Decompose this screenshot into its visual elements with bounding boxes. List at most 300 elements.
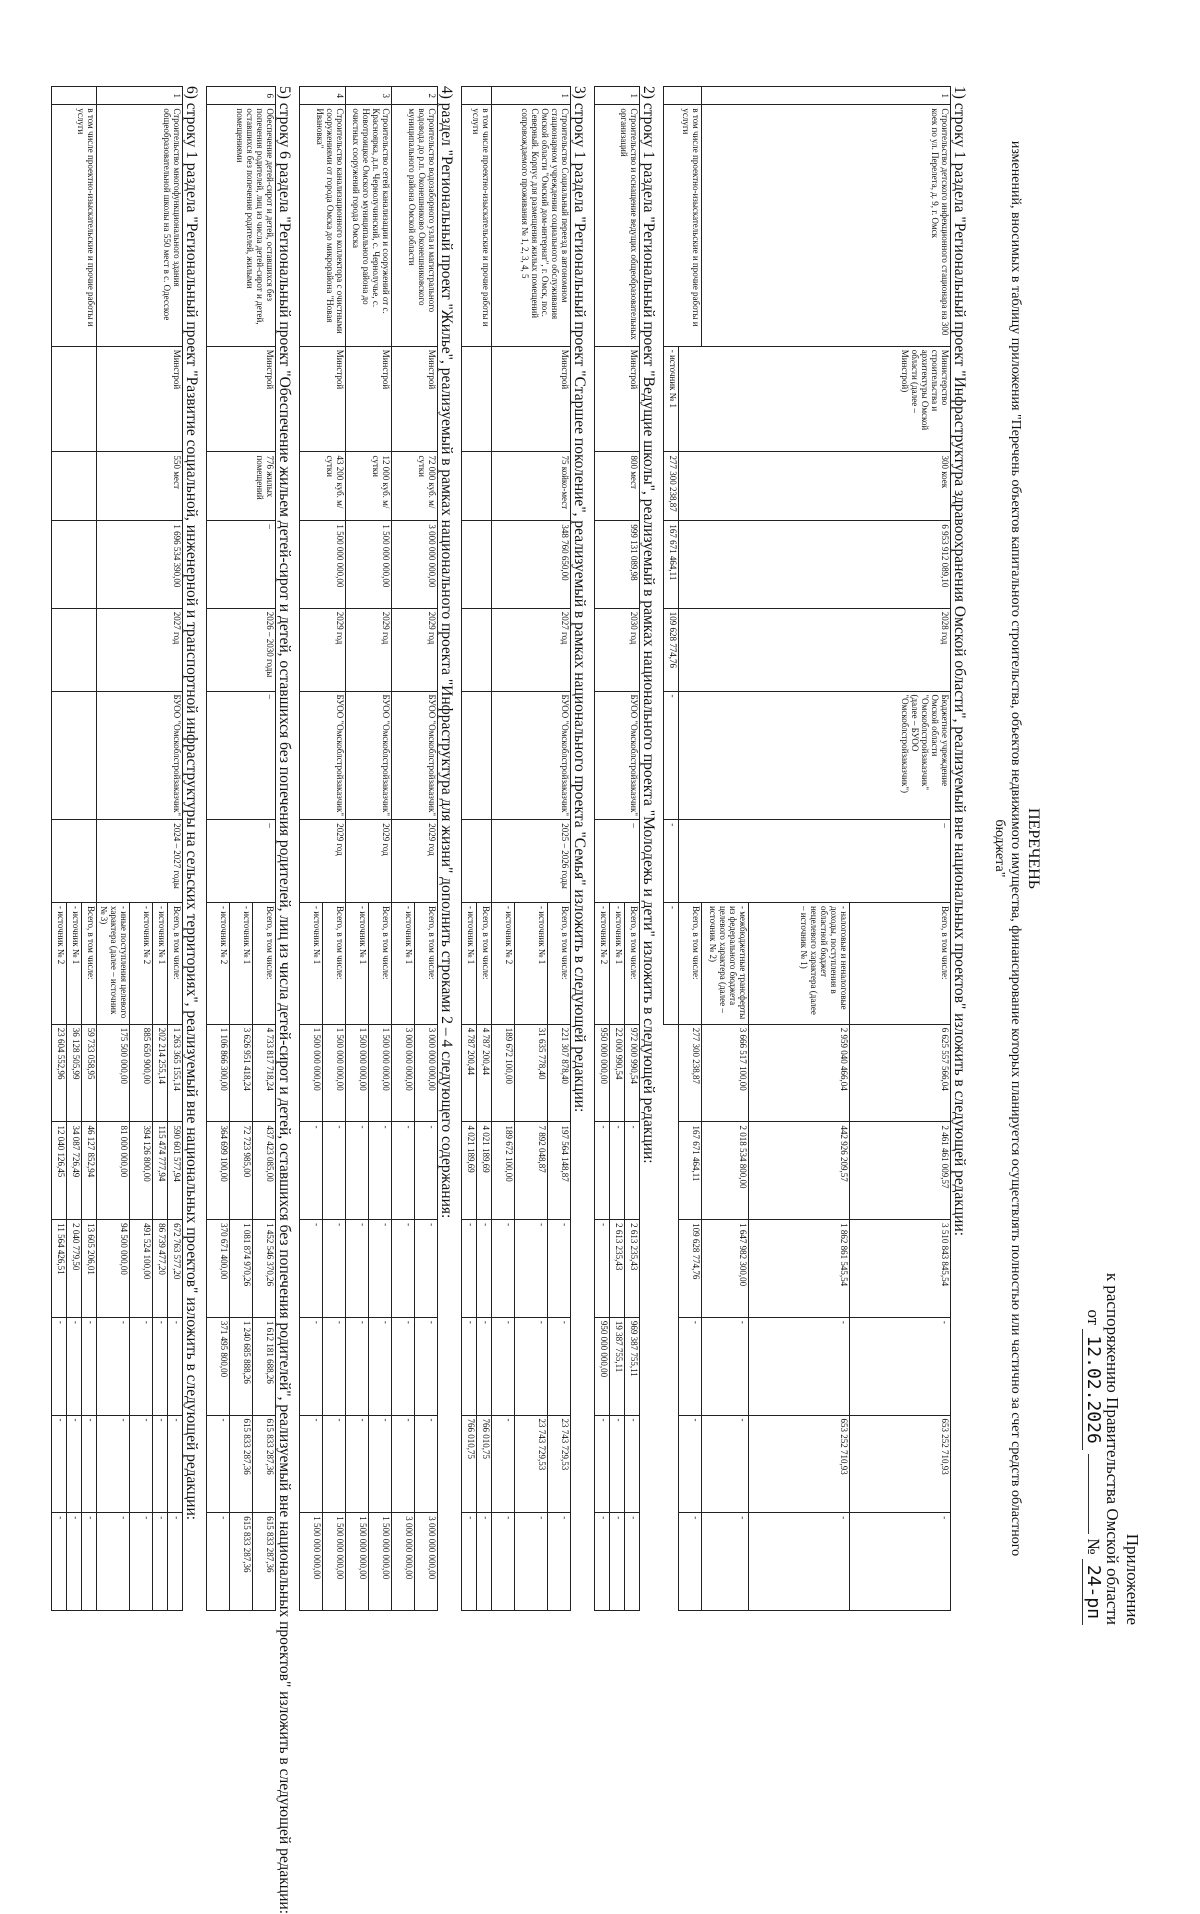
amount-2029-cell: -	[81, 1415, 96, 1513]
amount-2027-cell: 94 500 000,00	[96, 1220, 129, 1318]
amount-2030-cell: 615 833 287,36	[252, 1513, 275, 1611]
table-row	[167, 87, 182, 1611]
amount-2026-cell: 115 474 777,94	[152, 1122, 167, 1220]
capacity-cell: 800 мест	[594, 452, 639, 521]
capacity-cell: 550 мест	[96, 452, 182, 521]
amount-2026-cell: -	[345, 1122, 368, 1220]
table-row	[368, 87, 391, 1611]
estimated-cost-cell: 348 760 650,00	[491, 521, 570, 608]
completion-year-cell: 2027 год	[491, 608, 570, 691]
amount-2026-cell: 197 564 148,87	[547, 1122, 570, 1220]
table-row	[547, 87, 570, 1611]
amount-2028-cell: -	[66, 1317, 81, 1415]
amount-total-cell: 175 500 000,00	[96, 1024, 129, 1122]
estimated-cost-cell: –	[206, 521, 275, 608]
amount-2027-cell: 1 862 861 545,54	[748, 1220, 849, 1318]
table-row	[849, 87, 950, 1611]
document-subtitle: изменений, вносимых в таблицу приложения "Перечень объектов капитального строительства, объектов недвижимого имущества, финансирование которых планируется осуществлять полностью или частично за счет средств областного бюджета"	[991, 140, 1024, 1557]
amount-2029-cell: -	[96, 1415, 129, 1513]
completion-year-cell	[51, 608, 96, 691]
amount-2026-cell: 81 000 000,00	[96, 1122, 129, 1220]
funding-source-cell: - источник № 1	[514, 902, 547, 1024]
changes-table	[594, 86, 640, 1611]
completion-year-cell	[461, 608, 491, 691]
section-heading: 4) раздел "Региональный проект "Жилье", реализуемый в рамках национального проекта "Инфраструктура для жизни" дополнить строками 2 – 4 следующего содержания:	[437, 86, 455, 1219]
amount-total-cell: 1 106 866 300,00	[206, 1024, 229, 1122]
amount-2029-cell: -	[624, 1415, 639, 1513]
capacity-cell: 300 коек	[678, 452, 950, 521]
amount-2028-cell: -	[678, 1317, 701, 1415]
amount-2026-cell: 4 021 189,69	[476, 1122, 491, 1220]
date-blank-line	[1088, 1454, 1089, 1534]
amount-2030-cell: -	[624, 1513, 639, 1611]
object-name-cell: в том числе проектно-изыскательские и прочие работы и услуги	[51, 105, 96, 346]
amount-2026-cell: 167 671 464,11	[678, 1122, 701, 1220]
row-number-cell: 4	[299, 87, 345, 105]
amount-2026-cell: 442 926 209,57	[748, 1122, 849, 1220]
completion-year-cell: 2028 год	[678, 608, 950, 691]
amount-total-cell: 972 000 990,54	[624, 1024, 639, 1122]
amount-2028-cell: -	[701, 1317, 748, 1415]
funding-source-cell: - источник № 1	[299, 902, 322, 1024]
amount-2027-cell: 1 452 546 370,26	[252, 1220, 275, 1318]
amount-2028-cell: -	[167, 1317, 182, 1415]
amount-2027-cell: 1 081 874 970,26	[229, 1220, 252, 1318]
amount-2026-cell: 189 672 100,00	[491, 1122, 514, 1220]
amount-2030-cell: -	[547, 1513, 570, 1611]
customer-cell: Бюджетное учреждение Омской области "Омскоблстройзаказчик" (далее – БУОО "Омскоблстройзаказчик")	[678, 691, 950, 820]
capacity-cell	[461, 452, 491, 521]
amount-2029-cell: -	[206, 1415, 229, 1513]
amount-2029-cell: -	[66, 1415, 81, 1513]
amount-2027-cell: -	[547, 1220, 570, 1318]
amount-2030-cell: 3 000 000 000,00	[391, 1513, 414, 1611]
amount-2027-cell: -	[299, 1220, 322, 1318]
row-number-cell	[51, 87, 96, 105]
amount-2027-cell: 370 671 400,00	[206, 1220, 229, 1318]
amount-2029-cell: 23 743 729,53	[547, 1415, 570, 1513]
amount-2030-cell: -	[594, 1513, 609, 1611]
object-name-cell: Строительство и оснащение ведущих общеобразовательных организаций	[594, 105, 639, 346]
completion-year-cell: 2030 год	[594, 608, 639, 691]
amount-total-cell: 221 307 878,40	[547, 1024, 570, 1122]
table-row	[252, 87, 275, 1611]
customer-cell: БУОО "Омскоблстройзаказчик"	[594, 691, 639, 820]
estimated-cost-cell	[461, 521, 491, 608]
design-period-cell: 2029 год	[391, 820, 437, 903]
amount-2029-cell: -	[663, 820, 678, 903]
amount-total-cell: 277 300 238,87	[663, 452, 678, 521]
amount-2028-cell: -	[414, 1317, 437, 1415]
row-number-cell	[663, 87, 701, 105]
order-date: 12.02.2026	[1082, 1329, 1104, 1449]
estimated-cost-cell: 6 953 912 089,10	[678, 521, 950, 608]
funding-source-cell: - источник № 2	[206, 902, 229, 1024]
date-number-line	[1082, 1145, 1103, 1625]
amount-2029-cell: -	[678, 1415, 701, 1513]
amount-2029-cell: -	[414, 1415, 437, 1513]
amount-2029-cell: 653 252 710,93	[748, 1415, 849, 1513]
funding-source-cell: - иные поступления целевого характера (далее – источник № 3)	[96, 902, 129, 1024]
order-reference: к распоряжению Правительства Омской области	[1103, 1272, 1123, 1625]
amount-2029-cell: 766 010,75	[461, 1415, 476, 1513]
row-number-cell: 2	[391, 87, 437, 105]
object-name-cell: Строительство водозаборного узла и магистрального водовода до р.п. Оконешниково Оконешниковского муниципального района Омской области	[391, 105, 437, 346]
amount-2027-cell: -	[491, 1220, 514, 1318]
amount-total-cell: 3 666 517 100,00	[701, 1024, 748, 1122]
funding-source-cell: Всего, в том числе:	[368, 902, 391, 1024]
responsible-body-cell: Минстрой	[491, 346, 570, 452]
completion-year-cell: 2027 год	[96, 608, 182, 691]
object-name-cell: Строительство многофункционального здания общеобразовательной школы на 550 мест в с. Одесское	[96, 105, 182, 346]
amount-2030-cell: 3 000 000 000,00	[414, 1513, 437, 1611]
amount-2026-cell: 7 892 048,87	[514, 1122, 547, 1220]
amount-total-cell: 3 000 000 000,00	[391, 1024, 414, 1122]
table-row	[81, 87, 96, 1611]
amount-2026-cell: 364 699 100,00	[206, 1122, 229, 1220]
section-heading: 1) строку 1 раздела "Региональный проект "Инфраструктура здравоохранения Омской области", реализуемый вне национальных проектов" изложить в следующей редакции:	[951, 86, 968, 1236]
amount-2028-cell: 1 612 181 688,26	[252, 1317, 275, 1415]
amount-2026-cell: 167 671 464,11	[663, 521, 678, 608]
amount-2026-cell: 34 087 726,49	[66, 1122, 81, 1220]
amount-2026-cell: 2 018 534 800,00	[701, 1122, 748, 1220]
amount-2029-cell: -	[594, 1415, 609, 1513]
funding-source-cell: - межбюджетные трансферты из федерального бюджета целевого характера (далее – источник № 2)	[701, 902, 748, 1024]
amount-2030-cell: -	[206, 1513, 229, 1611]
funding-source-cell: - источник № 2	[129, 902, 152, 1024]
funding-source-cell: - источник № 2	[491, 902, 514, 1024]
funding-source-cell: - налоговые и неналоговые доходы, поступления в областной бюджет нецелевого характера (далее – источник № 1)	[748, 902, 849, 1024]
section-heading: 6) строку 1 раздела "Региональный проект "Развитие социальной, инженерной и транспортной инфраструктуры на сельских территориях", реализуемый вне национальных проектов" изложить в следующей редакции:	[182, 86, 200, 1521]
amount-2028-cell: -	[476, 1317, 491, 1415]
completion-year-cell: 2029 год	[299, 608, 345, 691]
estimated-cost-cell: 1 500 000 000,00	[299, 521, 345, 608]
changes-table	[663, 86, 951, 1611]
amount-2028-cell: -	[299, 1317, 322, 1415]
responsible-body-cell: Министерство строительства и архитектуры Омской области (далее – Минстрой)	[678, 346, 950, 452]
amount-2026-cell: -	[368, 1122, 391, 1220]
amount-2028-cell: 19 387 755,11	[609, 1317, 624, 1415]
amount-2027-cell: -	[322, 1220, 345, 1318]
amount-2027-cell: 491 524 100,00	[129, 1220, 152, 1318]
amount-total-cell: 3 626 951 418,24	[229, 1024, 252, 1122]
funding-source-cell: Всего, в том числе:	[81, 902, 96, 1024]
amount-2027-cell: 1 647 982 300,00	[701, 1220, 748, 1318]
estimated-cost-cell: 3 000 000 000,00	[391, 521, 437, 608]
amount-2030-cell: -	[51, 1513, 66, 1611]
funding-source-cell: - источник № 2	[594, 902, 609, 1024]
amount-2030-cell: -	[476, 1513, 491, 1611]
capacity-cell	[51, 452, 96, 521]
funding-source-cell: - источник № 1	[152, 902, 167, 1024]
amount-2028-cell: 950 000 000,00	[594, 1317, 609, 1415]
changes-content	[45, 86, 968, 1914]
amount-2027-cell: 2 613 235,43	[609, 1220, 624, 1318]
amount-2030-cell: -	[748, 1513, 849, 1611]
amount-2027-cell: -	[476, 1220, 491, 1318]
amount-total-cell: 4 787 200,44	[461, 1024, 476, 1122]
object-name-cell: Обеспечение детей-сирот и детей, оставшихся без попечения родителей, лиц из числа детей-сирот и детей, оставшихся без попечения родителей, жилыми помещениями	[206, 105, 275, 346]
table-row	[476, 87, 491, 1611]
customer-cell: БУОО "Омскоблстройзаказчик"	[391, 691, 437, 820]
estimated-cost-cell	[51, 521, 96, 608]
amount-2029-cell: -	[609, 1415, 624, 1513]
funding-source-cell: - источник № 1	[66, 902, 81, 1024]
responsible-body-cell: Минстрой	[206, 346, 275, 452]
row-number-cell: 3	[345, 87, 391, 105]
funding-source-cell: Всего, в том числе:	[322, 902, 345, 1024]
amount-2030-cell: 615 833 287,36	[229, 1513, 252, 1611]
amount-2027-cell: 2 613 235,43	[624, 1220, 639, 1318]
amount-2028-cell: -	[461, 1317, 476, 1415]
customer-cell: БУОО "Омскоблстройзаказчик"	[491, 691, 570, 820]
responsible-body-cell: Минстрой	[299, 346, 345, 452]
amount-2028-cell: -	[51, 1317, 66, 1415]
capacity-cell: 72 000 куб. м/сутки	[391, 452, 437, 521]
responsible-body-cell	[461, 346, 491, 452]
amount-2030-cell: 1 500 000 000,00	[345, 1513, 368, 1611]
amount-total-cell: 1 500 000 000,00	[299, 1024, 322, 1122]
design-period-cell: –	[206, 820, 275, 903]
amount-2030-cell: -	[167, 1513, 182, 1611]
amount-2028-cell: -	[368, 1317, 391, 1415]
amount-2026-cell: 437 423 085,00	[252, 1122, 275, 1220]
amount-2026-cell: -	[299, 1122, 322, 1220]
amount-2029-cell: 615 833 287,36	[252, 1415, 275, 1513]
amount-2029-cell: -	[322, 1415, 345, 1513]
amount-2028-cell: -	[345, 1317, 368, 1415]
appendix-label: Приложение	[1123, 1533, 1142, 1625]
amount-2029-cell: 766 010,75	[476, 1415, 491, 1513]
design-period-cell: 2024 – 2027 годы	[96, 820, 182, 903]
amount-2027-cell: -	[514, 1220, 547, 1318]
customer-cell	[51, 691, 96, 820]
row-number-cell: 1	[96, 87, 182, 105]
amount-2030-cell: -	[514, 1513, 547, 1611]
table-row	[414, 87, 437, 1611]
amount-2028-cell: -	[81, 1317, 96, 1415]
appendix-header	[1082, 1145, 1142, 1625]
responsible-body-cell: Минстрой	[391, 346, 437, 452]
design-period-cell	[461, 820, 491, 903]
responsible-body-cell: Минстрой	[345, 346, 391, 452]
amount-2028-cell: 371 495 800,00	[206, 1317, 229, 1415]
amount-2026-cell: 12 040 126,45	[51, 1122, 66, 1220]
completion-year-cell: 2029 год	[345, 608, 391, 691]
design-period-cell: 2025 – 2026 годы	[491, 820, 570, 903]
amount-2026-cell: 394 126 800,00	[129, 1122, 152, 1220]
object-name-cell: Строительство Социальный переезд в автономном стационарном учреждении социального обслуживания Омской области "Омский дом-интернат", г. Омск, пос. Северный. Корпус для размещения жилых помещений сопровождаемого проживания № 1, 2, 3, 4, 5	[491, 105, 570, 346]
capacity-cell: 43 200 куб. м/сутки	[299, 452, 345, 521]
amount-2028-cell: -	[491, 1317, 514, 1415]
amount-2026-cell: -	[414, 1122, 437, 1220]
changes-table	[461, 86, 571, 1611]
amount-2030-cell: -	[678, 1513, 701, 1611]
amount-2029-cell: -	[167, 1415, 182, 1513]
amount-2027-cell: -	[368, 1220, 391, 1318]
design-period-cell	[51, 820, 96, 903]
amount-2026-cell: -	[609, 1122, 624, 1220]
section-heading: 2) строку 1 раздела "Региональный проект "Ведущие школы", реализуемый в рамках национального проекта "Молодежь и дети" изложить в следующей редакции:	[639, 86, 657, 1164]
amount-total-cell: 2 959 040 466,04	[748, 1024, 849, 1122]
amount-2027-cell: 13 605 206,01	[81, 1220, 96, 1318]
capacity-cell: 12 000 куб. м/сутки	[345, 452, 391, 521]
from-label: от	[1083, 1309, 1103, 1326]
amount-2030-cell: -	[129, 1513, 152, 1611]
amount-total-cell: 4 733 817 718,24	[252, 1024, 275, 1122]
amount-total-cell: 36 128 505,99	[66, 1024, 81, 1122]
amount-2029-cell: -	[51, 1415, 66, 1513]
amount-2028-cell: 969 387 755,11	[624, 1317, 639, 1415]
amount-total-cell: 31 635 778,40	[514, 1024, 547, 1122]
amount-total-cell: 950 000 000,00	[594, 1024, 609, 1122]
customer-cell: БУОО "Омскоблстройзаказчик"	[345, 691, 391, 820]
design-period-cell: 2029 год	[345, 820, 391, 903]
amount-2028-cell: 1 240 685 888,26	[229, 1317, 252, 1415]
amount-2030-cell: -	[81, 1513, 96, 1611]
table-row	[624, 87, 639, 1611]
row-number-cell: 1	[701, 87, 950, 105]
table-row	[322, 87, 345, 1611]
funding-source-cell: Всего, в том числе:	[678, 902, 701, 1024]
amount-2030-cell: -	[849, 1513, 950, 1611]
funding-source-cell: Всего, в том числе:	[624, 902, 639, 1024]
order-number: 24-рп	[1082, 1559, 1104, 1625]
responsible-body-cell	[51, 346, 96, 452]
amount-total-cell: 885 650 900,00	[129, 1024, 152, 1122]
row-number-cell: 6	[206, 87, 275, 105]
amount-2027-cell: -	[594, 1220, 609, 1318]
amount-2029-cell: -	[391, 1415, 414, 1513]
estimated-cost-cell: 999 131 089,98	[594, 521, 639, 608]
amount-2029-cell: 615 833 287,36	[229, 1415, 252, 1513]
amount-2026-cell: 2 461 461 009,57	[849, 1122, 950, 1220]
funding-source-cell: Всего, в том числе:	[167, 902, 182, 1024]
amount-2028-cell: -	[748, 1317, 849, 1415]
amount-2029-cell: -	[368, 1415, 391, 1513]
amount-2029-cell: -	[345, 1415, 368, 1513]
amount-2029-cell: -	[129, 1415, 152, 1513]
amount-2026-cell: 46 127 852,94	[81, 1122, 96, 1220]
funding-source-cell: Всего, в том числе:	[547, 902, 570, 1024]
amount-total-cell: 1 500 000 000,00	[322, 1024, 345, 1122]
amount-total-cell: 59 733 058,95	[81, 1024, 96, 1122]
changes-table	[206, 86, 276, 1611]
amount-2029-cell: -	[152, 1415, 167, 1513]
amount-2028-cell: -	[96, 1317, 129, 1415]
amount-2030-cell: -	[461, 1513, 476, 1611]
funding-source-cell: - источник № 1	[609, 902, 624, 1024]
amount-2028-cell: -	[152, 1317, 167, 1415]
amount-2027-cell: 2 040 779,50	[66, 1220, 81, 1318]
object-name-cell: Строительство детского инфекционного стационара на 300 коек по ул. Перелета, д. 9, г. Омск	[701, 105, 950, 346]
customer-cell: БУОО "Омскоблстройзаказчик"	[299, 691, 345, 820]
amount-2029-cell: 23 743 729,53	[514, 1415, 547, 1513]
design-period-cell: –	[594, 820, 639, 903]
amount-2026-cell: -	[624, 1122, 639, 1220]
amount-2028-cell: -	[129, 1317, 152, 1415]
amount-2028-cell: -	[547, 1317, 570, 1415]
amount-total-cell: 189 672 100,00	[491, 1024, 514, 1122]
amount-total-cell: 1 263 365 155,14	[167, 1024, 182, 1122]
design-period-cell: –	[678, 820, 950, 903]
document-title: ПЕРЕЧЕНЬ	[1025, 808, 1042, 889]
amount-2026-cell: 4 021 189,69	[461, 1122, 476, 1220]
funding-source-cell: Всего, в том числе:	[252, 902, 275, 1024]
amount-2027-cell: 86 739 477,20	[152, 1220, 167, 1318]
amount-total-cell: 277 300 238,87	[678, 1024, 701, 1122]
amount-2028-cell: -	[514, 1317, 547, 1415]
funding-source-cell: - источник № 1	[663, 346, 678, 452]
amount-2027-cell: 11 564 426,51	[51, 1220, 66, 1318]
funding-source-cell: - источник № 1	[345, 902, 368, 1024]
completion-year-cell: 2026 – 2030 годы	[206, 608, 275, 691]
row-number-cell	[461, 87, 491, 105]
funding-source-cell: Всего, в том числе:	[414, 902, 437, 1024]
amount-2028-cell: -	[391, 1317, 414, 1415]
amount-2027-cell: -	[461, 1220, 476, 1318]
amount-total-cell: 22 000 990,54	[609, 1024, 624, 1122]
amount-2027-cell: 109 628 774,76	[678, 1220, 701, 1318]
amount-2030-cell: -	[663, 902, 678, 1024]
amount-2026-cell: 590 601 577,94	[167, 1122, 182, 1220]
amount-total-cell: 3 000 000 000,00	[414, 1024, 437, 1122]
amount-2027-cell: -	[345, 1220, 368, 1318]
customer-cell: БУОО "Омскоблстройзаказчик"	[96, 691, 182, 820]
amount-2026-cell: -	[322, 1122, 345, 1220]
amount-2029-cell: -	[491, 1415, 514, 1513]
funding-source-cell: - источник № 2	[51, 902, 66, 1024]
amount-2028-cell: -	[322, 1317, 345, 1415]
estimated-cost-cell: 1 696 534 390,00	[96, 521, 182, 608]
amount-2030-cell: 1 500 000 000,00	[368, 1513, 391, 1611]
amount-2029-cell: 653 252 710,93	[849, 1415, 950, 1513]
capacity-cell: 776 жилых помещений	[206, 452, 275, 521]
amount-2030-cell: -	[152, 1513, 167, 1611]
estimated-cost-cell: 1 500 000 000,00	[345, 521, 391, 608]
amount-2029-cell: -	[701, 1415, 748, 1513]
amount-total-cell: 202 214 255,14	[152, 1024, 167, 1122]
amount-2028-cell: -	[663, 691, 678, 820]
object-name-cell: Строительство канализационного коллектора с очистными сооружениями от города Омска до микрорайона "Новая Ивановка"	[299, 105, 345, 346]
document-title-block	[990, 0, 1042, 1697]
amount-2029-cell: -	[299, 1415, 322, 1513]
amount-2026-cell: 72 723 985,00	[229, 1122, 252, 1220]
object-name-cell: в том числе проектно-изыскательские и прочие работы и услуги	[461, 105, 491, 346]
funding-source-cell: - источник № 1	[461, 902, 476, 1024]
object-name-cell: Строительство сетей канализации и сооружений от с. Красноярка, д.п. Чернолучинский, с. Чернолучье, с. Новотроицкое Омского муниципального района до очистных сооружений города Омска	[345, 105, 391, 346]
amount-total-cell: 1 500 000 000,00	[368, 1024, 391, 1122]
amount-2028-cell: -	[849, 1317, 950, 1415]
amount-2027-cell: -	[391, 1220, 414, 1318]
amount-2030-cell: 1 500 000 000,00	[322, 1513, 345, 1611]
amount-2027-cell: -	[414, 1220, 437, 1318]
amount-2026-cell: -	[594, 1122, 609, 1220]
amount-total-cell: 6 625 557 566,04	[849, 1024, 950, 1122]
number-label: №	[1083, 1538, 1103, 1555]
amount-2027-cell: 672 763 577,20	[167, 1220, 182, 1318]
completion-year-cell: 2029 год	[391, 608, 437, 691]
amount-2030-cell: -	[701, 1513, 748, 1611]
amount-total-cell: 4 787 200,44	[476, 1024, 491, 1122]
capacity-cell: 75 койко-мест	[491, 452, 570, 521]
object-name-cell: в том числе проектно-изыскательские и прочие работы и услуги	[663, 105, 701, 346]
design-period-cell: 2029 год	[299, 820, 345, 903]
row-number-cell: 1	[491, 87, 570, 105]
funding-source-cell: - источник № 1	[229, 902, 252, 1024]
amount-total-cell: 1 500 000 000,00	[345, 1024, 368, 1122]
changes-table	[51, 86, 183, 1611]
